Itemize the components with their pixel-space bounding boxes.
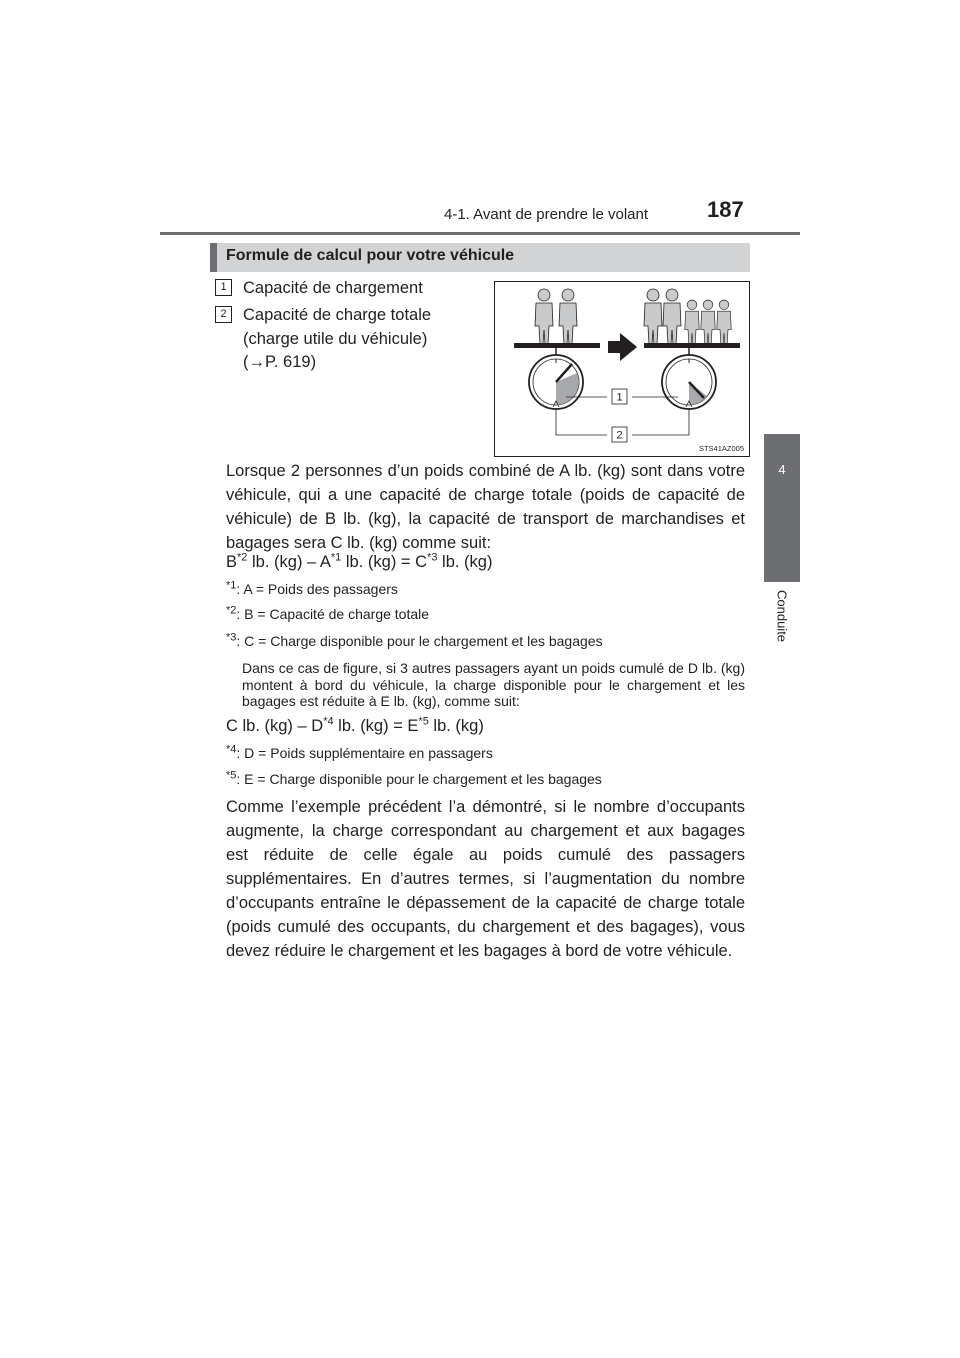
- scale-platform-left: [514, 343, 600, 348]
- section-header: 4-1. Avant de prendre le volant: [444, 206, 649, 223]
- equation-1: $B^{*2}$ lb. $(kg) - A^{*1}$ lb. $(kg) = C^{*3}$ lb. (kg): [226, 551, 493, 571]
- load-capacity-figure: [494, 281, 750, 457]
- legend-label-2-line3: (→P. 619): [243, 353, 317, 371]
- legend-label-1: Capacité de chargement: [243, 279, 423, 297]
- paragraph-2: Comme l’exemple précédent l’a démontré, si le nombre d’occupants augmente, la charge correspondant au chargement et aux bagages est réduite de celle égale au poids cumulé des passagers supplémentaires. En d’autres termes, si l’augmentation du nombre d’occupants entraîne le dépassement de la capacité de charge totale (poids cumulé des occupants, du chargement et des bagages), vous devez réduire le chargement et les bagages à bord de votre véhicule.: [226, 798, 745, 960]
- scale-platform-right: [644, 343, 740, 348]
- header-rule: [160, 232, 800, 235]
- section-title: Formule de calcul pour votre véhicule: [226, 247, 515, 264]
- footnote-4: $^{*4}$: D = Poids supplémentaire en passagers: [226, 743, 493, 761]
- figure-code: STS41AZ005: [698, 444, 744, 453]
- legend-label-2-line1: Capacité de charge totale: [243, 306, 432, 324]
- chapter-number: 4: [778, 462, 786, 477]
- footnote-3: $^{*3}$: C = Charge disponible pour le chargement et les bagages: [226, 631, 603, 649]
- figure-callout-2: 2: [616, 429, 623, 442]
- paragraph-1: Lorsque 2 personnes d’un poids combiné de A lb. (kg) sont dans votre véhicule, qui a une capacité de charge totale (poids de capacité de véhicule) de B lb. (kg), la capacité de transport de marchandises et bagages sera C lb. (kg) comme suit:: [226, 462, 745, 552]
- page-number: 187: [707, 197, 744, 222]
- section-title-bar: [210, 243, 750, 272]
- chapter-label-text: Conduite: [774, 590, 790, 643]
- footnote-5: $^{*5}$: E = Charge disponible pour le chargement et les bagages: [226, 769, 602, 787]
- note-paragraph: Dans ce cas de figure, si 3 autres passagers ayant un poids cumulé de D lb. (kg) montent à bord du véhicule, la charge disponible pour le chargement et les bagages est réduite à E lb. (kg), comme suit:: [242, 660, 745, 709]
- legend-number-1: 1: [215, 279, 232, 296]
- equation-2: C lb. $(kg) - D^{*4}$ lb. $(kg) = E^{*5}$ lb. (kg): [226, 715, 484, 735]
- legend-label-2-line2: (charge utile du véhicule): [243, 330, 428, 348]
- chapter-tab: [764, 434, 800, 582]
- footnote-2: $^{*2}$: B = Capacité de charge totale: [226, 604, 430, 622]
- legend-number-2: 2: [215, 306, 232, 323]
- footnote-1: $^{*1}$: A = Poids des passagers: [226, 579, 398, 597]
- figure-callout-1: 1: [616, 391, 623, 404]
- chapter-label: [762, 590, 802, 680]
